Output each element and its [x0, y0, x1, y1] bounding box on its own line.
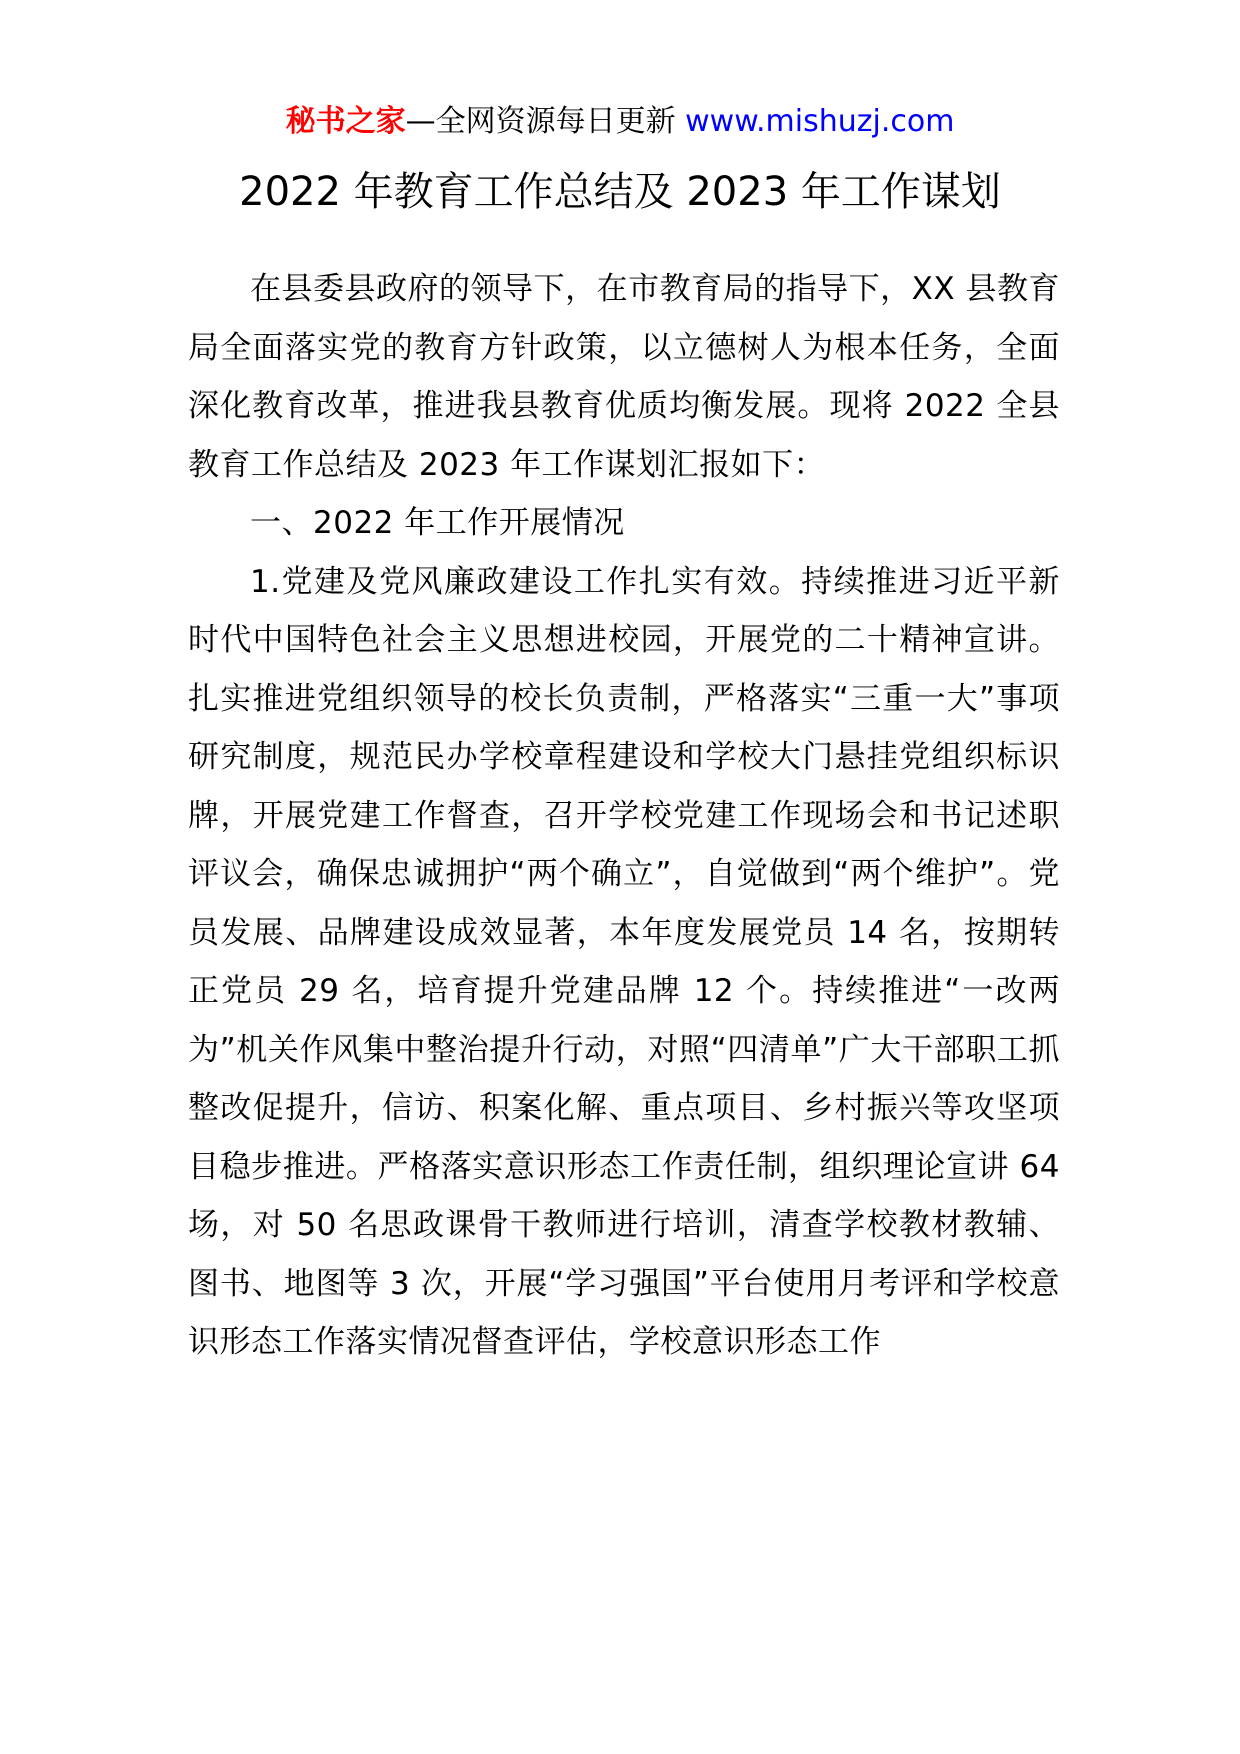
body-paragraph: 1.党建及党风廉政建设工作扎实有效。持续推进习近平新时代中国特色社会主义思想进校园，开展党的二十精神宣讲。扎实推进党组织领导的校长负责制，严格落实“三重一大”事项研究制度，规范民办学校章程建设和学校大门悬挂党组织标识牌，开展党建工作督查，召开学校党建工作现场会和书记述职评议会，确保忠诚拥护“两个确立”，自觉做到“两个维护”。党员发展、品牌建设成效显著，本年度发展党员 14 名，按期转正党员 29 名，培育提升党建品牌 12 个。持续推进“一改两为”机关作风集中整治提升行动，对照“四清单”广大干部职工抓整改促提升，信访、积案化解、重点项目、乡村振兴等攻坚项目稳步推进。严格落实意识形态工作责任制，组织理论宣讲 64 场，对 50 名思政课骨干教师进行培训，清查学校教材教辅、图书、地图等 3 次，开展“学习强国”平台使用月考评和学校意识形态工作落实情况督查评估，学校意识形态工作: [188, 563, 1060, 1360]
site-brand: 秘书之家: [285, 104, 406, 139]
document-body: [188, 260, 1060, 1372]
site-tagline: —全网资源每日更新: [405, 104, 686, 139]
intro-paragraph: 在县委县政府的领导下，在市教育局的指导下，XX 县教育局全面落实党的教育方针政策，以立德树人为根本任务，全面深化教育改革，推进我县教育优质均衡发展。现将 2022 全县教育工作总结及 2023 年工作谋划汇报如下：: [188, 271, 1060, 483]
section-heading: 一、2022 年工作开展情况: [250, 505, 625, 541]
site-url-link[interactable]: www.mishuzj.com: [685, 104, 955, 139]
document-title: 2022 年教育工作总结及 2023 年工作谋划: [239, 169, 1001, 215]
site-header: [0, 100, 1240, 144]
